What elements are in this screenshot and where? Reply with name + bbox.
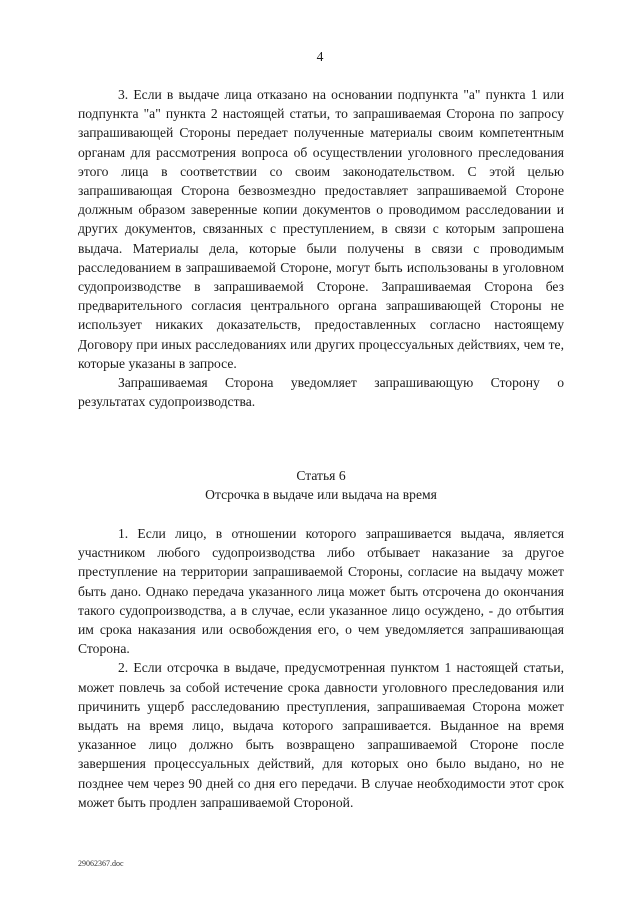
section-top <box>78 85 564 411</box>
article-6-paragraph-1: 1. Если лицо, в отношении которого запрашивается выдача, является участником любого судопроизводства либо отбывает наказание за другое преступление на территории запрашиваемой Стороны, согласие на выдачу может быть дано. Однако передача указанного лица может быть отсрочена до окончания такого судопроизводства, а в случае, если указанное лицо осуждено, - до отбытия им срока наказания или освобождения его, о чем уведомляется запрашивающая Сторона. <box>78 526 564 657</box>
paragraph-3: 3. Если в выдаче лица отказано на основании подпункта "а" пункта 1 или подпункта "а" пункта 2 настоящей статьи, то запрашиваемая Сторона по запросу запрашивающей Стороны передает полученные материалы своим компетентным органам для рассмотрения вопроса об осуществлении уголовного преследования этого лица в соответствии со своим законодательством. С этой целью запрашивающая Сторона безвозмездно предоставляет запрашиваемой Стороне должным образом заверенные копии документов о проводимом расследовании и других документов, связанных с преступлением, в связи с которым запрошена выдача. Материалы дела, которые были получены в связи с проводимым расследованием в запрашиваемой Стороне, могут быть использованы в уголовном судопроизводстве в запрашиваемой Стороне. Запрашиваемая Сторона без предварительного согласия центрального органа запрашивающей Стороны не использует никаких доказательств, предоставленных согласно настоящему Договору при иных расследованиях или других процессуальных действиях, чем те, которые указаны в запросе. <box>78 87 564 371</box>
article-6-paragraph-2: 2. Если отсрочка в выдаче, предусмотренная пунктом 1 настоящей статьи, может повлечь за собой истечение срока давности уголовного преследования или причинить ущерб расследованию преступления, запрашиваемая Сторона может выдать на время лицо, выдача которого запрашивается. Выданное на время указанное лицо должно быть возвращено запрашиваемой Стороне после завершения процессуальных действий, для которых оно было выдано, но не позднее чем через 90 дней со дня его передачи. В случае необходимости этот срок может быть продлен запрашиваемой Стороной. <box>78 660 564 810</box>
page-number: 4 <box>316 49 324 64</box>
paragraph-notify-results: Запрашиваемая Сторона уведомляет запрашивающую Сторону о результатах судопроизводства. <box>78 375 564 410</box>
article-6-title: Статья 6 <box>296 468 346 483</box>
article-6-heading <box>78 466 564 504</box>
article-6-subtitle: Отсрочка в выдаче или выдача на время <box>205 487 437 503</box>
article-6-body <box>78 524 564 812</box>
document-code: 29062367.doc <box>78 859 124 868</box>
